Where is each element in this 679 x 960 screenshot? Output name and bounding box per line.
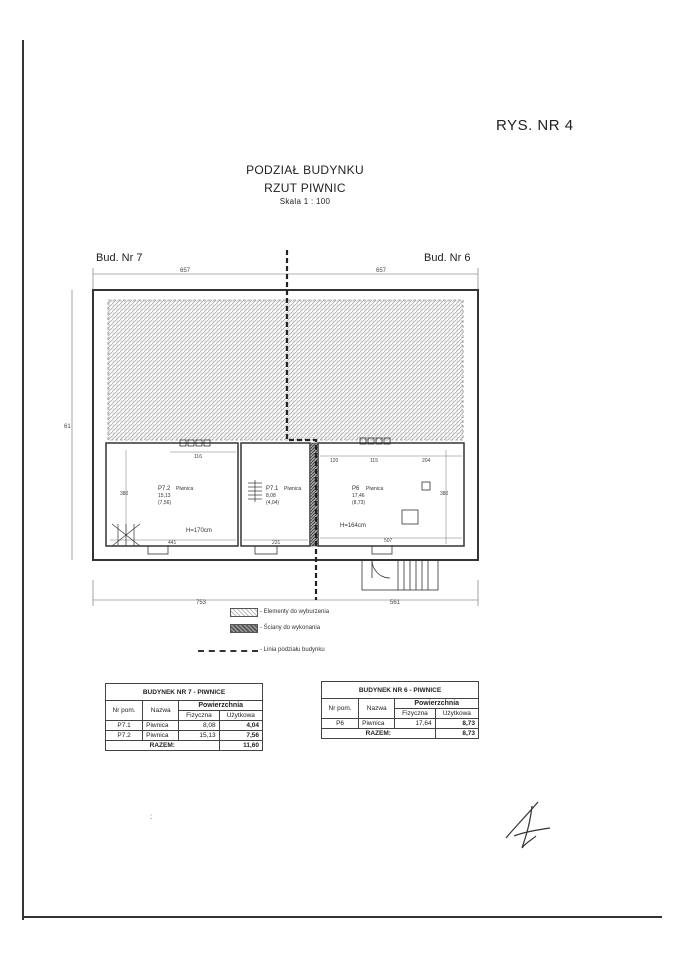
table6-title: BUDYNEK NR 6 - PIWNICE — [322, 682, 479, 699]
lightwell-right — [372, 546, 392, 554]
room-p72-name: Piwnica — [176, 486, 194, 492]
table7-total: 11,60 — [219, 741, 262, 751]
legend-row-walls — [196, 622, 396, 638]
cell-fiz: 15,13 — [179, 731, 219, 741]
legend-label-walls: - Ściany do wykonania — [260, 625, 321, 631]
room-p6-usable: (8,73) — [352, 500, 366, 506]
table-building-7 — [105, 683, 263, 751]
table6-total: 8,73 — [435, 729, 478, 739]
legend — [196, 606, 396, 660]
cell-nr: P7.1 — [106, 721, 143, 731]
table6-col-fiz: Fizyczna — [395, 709, 435, 719]
legend-label-line: - Linia podziału budynku — [260, 647, 325, 653]
plan-subtitle: RZUT PIWNIC — [264, 181, 346, 195]
table6-total-label: RAZEM: — [322, 729, 436, 739]
table7-col-uzyt: Użytkowa — [219, 711, 262, 721]
plan-title: PODZIAŁ BUDYNKU — [246, 163, 364, 177]
table7-col-nr: Nr pom. — [106, 701, 143, 721]
dim-441: 441 — [168, 540, 177, 546]
table7-col-name: Nazwa — [143, 701, 179, 721]
building-label-left: Bud. Nr 7 — [96, 252, 143, 264]
top-dimension — [93, 268, 478, 290]
legend-swatch-walls — [230, 624, 258, 633]
dim-116: 116 — [194, 454, 202, 460]
cell-uzyt: 4,04 — [219, 721, 262, 731]
table6-col-uzyt: Użytkowa — [435, 709, 478, 719]
table7-col-area: Powierzchnia — [179, 701, 263, 711]
room-p72-height: H=170cm — [186, 528, 212, 534]
table-row — [322, 719, 479, 729]
table-row — [106, 731, 263, 741]
cell-name: Piwnica — [143, 731, 179, 741]
legend-swatch-line — [198, 650, 258, 652]
dim-380-right: 380 — [440, 491, 449, 497]
room-p6-area: 17,46 — [352, 493, 365, 499]
room-p71-usable: (4,04) — [266, 500, 280, 506]
table6-col-name: Nazwa — [359, 699, 395, 719]
table7-total-label: RAZEM: — [106, 741, 220, 751]
building-label-right: Bud. Nr 6 — [424, 252, 471, 264]
room-p6-name: Piwnica — [366, 486, 384, 492]
external-stairs — [362, 560, 438, 590]
dim-380-left: 380 — [120, 491, 129, 497]
table-row — [106, 721, 263, 731]
room-p71-id: P7.1 — [266, 486, 279, 492]
cell-name: Piwnica — [359, 719, 395, 729]
dim-507: 507 — [384, 538, 393, 544]
room-p72-id: P7.2 — [158, 486, 171, 492]
figure-number: RYS. NR 4 — [496, 117, 574, 134]
lightwell-left — [148, 546, 168, 554]
dim-left: 61 — [64, 424, 71, 430]
dim-bottom-right: 561 — [390, 600, 401, 606]
table-building-6 — [321, 681, 479, 739]
signature-icon — [496, 796, 556, 856]
demolition-area — [108, 300, 463, 440]
table6-col-area: Powierzchnia — [395, 699, 479, 709]
legend-label-demolition: - Elementy do wyburzenia — [260, 609, 330, 615]
bottom-dimension — [93, 580, 478, 606]
cell-uzyt: 7,56 — [219, 731, 262, 741]
table7-col-fiz: Fizyczna — [179, 711, 219, 721]
lightwell-middle — [255, 546, 277, 554]
room-p6-height: H=164cm — [340, 523, 366, 529]
plan-scale: Skala 1 : 100 — [279, 197, 331, 206]
dim-204: 204 — [422, 458, 431, 464]
cell-uzyt: 8,73 — [435, 719, 478, 729]
dim-231: 231 — [272, 540, 281, 546]
legend-swatch-demolition — [230, 608, 258, 617]
table7-title: BUDYNEK NR 7 - PIWNICE — [106, 684, 263, 701]
dim-top-left: 657 — [180, 268, 191, 274]
cell-fiz: 17,64 — [395, 719, 435, 729]
dim-top-right: 657 — [376, 268, 387, 274]
room-p71-name: Piwnica — [284, 486, 302, 492]
cell-fiz: 8,08 — [179, 721, 219, 731]
room-p71-area: 8,08 — [266, 493, 276, 499]
dim-120: 120 — [330, 458, 339, 464]
stray-mark: : — [150, 812, 153, 821]
dim-bottom-left: 753 — [196, 600, 207, 606]
dim-115: 115 — [370, 458, 378, 464]
room-p6-id: P6 — [352, 486, 360, 492]
legend-row-demolition — [196, 606, 396, 622]
room-p72-usable: (7,56) — [158, 500, 172, 506]
room-p72-area: 15,13 — [158, 493, 171, 499]
cell-nr: P6 — [322, 719, 359, 729]
stairs-p71 — [248, 480, 262, 502]
cell-name: Piwnica — [143, 721, 179, 731]
table6-col-nr: Nr pom. — [322, 699, 359, 719]
legend-row-line — [196, 644, 396, 660]
cell-nr: P7.2 — [106, 731, 143, 741]
